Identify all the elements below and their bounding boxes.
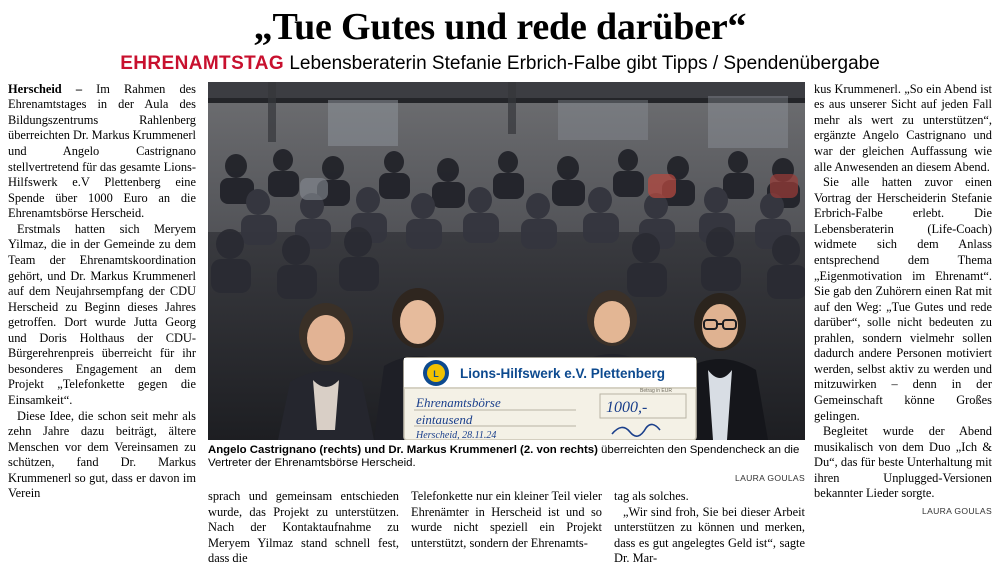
article-byline: LAURA GOULAS bbox=[922, 505, 992, 516]
paragraph: Sie alle hatten zuvor einen Vortrag der Herscheiderin Stefanie Erbrich-Falbe erlebt. Die Lebensberaterin (Life-Coach) widmete sich dem Anlass entsprechend dem Thema „Eigenmotivation im Ehrenamt“. Sie gab den Zuhörern einen Rat mit auf den Weg: „Tue Gutes und rede darüber“, solle nicht bedeuten zu prahlen, sondern vielmehr sollen dadurch andere Personen motiviert werden, selbst aktiv zu werden und mitzuwirken – denn in der Gemeinschaft könne Großes gelingen. bbox=[814, 175, 992, 423]
svg-text:Betrag in EUR: Betrag in EUR bbox=[640, 387, 672, 394]
paragraph: „Wir sind froh, Sie bei dieser Arbeit unterstützen zu können und merken, dass es gut angelegtes Geld ist“, sagte Dr. Mar- bbox=[614, 504, 805, 566]
svg-text:Lions-Hilfswerk e.V. Plettenbe: Lions-Hilfswerk e.V. Plettenberg bbox=[460, 365, 666, 381]
middle-text-columns bbox=[208, 489, 805, 567]
photo-caption bbox=[208, 444, 805, 471]
sub-column-3 bbox=[614, 489, 805, 567]
paragraph: tag als solches. bbox=[614, 488, 689, 503]
column-left bbox=[8, 82, 196, 502]
subheadline bbox=[8, 54, 992, 75]
page-title: „Tue Gutes und rede darüber“ bbox=[253, 6, 747, 48]
paragraph: Telefonkette nur ein kleiner Teil vieler Ehrenämter in Herscheid ist und so wurde nicht speziell ein Projekt unterstützt, sondern der Ehrenamts- bbox=[411, 488, 602, 550]
dateline: Herscheid – bbox=[8, 81, 83, 96]
sub-column-2 bbox=[411, 489, 602, 567]
paragraph-lead bbox=[8, 82, 196, 222]
svg-text:L: L bbox=[433, 368, 439, 379]
section-kicker: EHRENAMTSTAG bbox=[120, 52, 285, 74]
paragraph: kus Krummenerl. „So ein Abend ist es aus unserer Sicht auf jeden Fall mehr als wert zu unterstützen“, ergänzte Angelo Castrignano und war der gleichen Auffassung wie alle Anwesenden an diesem Abend. bbox=[814, 81, 992, 174]
photo-block bbox=[208, 82, 805, 484]
photo-caption-text: überreichten den Spendencheck an die Vertreter der Ehrenamtsbörse Herscheid. bbox=[208, 443, 800, 470]
paragraph: Begleitet wurde der Abend musikalisch von dem Duo „Ich & Du“, das für beste Unterhaltung mit ihren Unplugged-Versionen bekannter Lieder sorgte. bbox=[814, 424, 992, 501]
paragraph-lead-text: Im Rahmen des Ehrenamtstages in der Aula des Bildungszentrums Rahlenberg überreichten Dr. Markus Krummenerl und Angelo Castrignano stellvertretend für das gesamte Lions-Hilfswerk e.V Plettenberg eine Spende über 1000 Euro an die Ehrenamtsbörse Herscheid. bbox=[8, 81, 196, 221]
paragraph: Diese Idee, die schon seit mehr als zehn Jahre dazu beiträgt, ältere Menschen vor dem Vereinsamen zu schützen, fand Dr. Markus Krummenerl so gut, dass er davon im Verein bbox=[8, 408, 196, 501]
photo-caption-bold: Angelo Castrignano (rechts) und Dr. Markus Krummenerl (2. von rechts) bbox=[208, 443, 598, 456]
paragraph: Erstmals hatten sich Meryem Yilmaz, die in der Gemeinde zu dem Team der Ehrenamtskoordination gehört, und Dr. Markus Krummenerl auf dem Neujahrsempfang der CDU Herscheid zu Beginn dieses Jahres getroffen. Dort wurde Jutta Georg und Doris Holthaus der CDU-Bürgerehrenpreis überreicht für ihr besonderes Engagement an dem Projekt „Telefonkette gegen die Einsamkeit“. bbox=[8, 221, 196, 408]
photo-credit: LAURA GOULAS bbox=[735, 473, 805, 484]
article-body bbox=[8, 82, 992, 572]
sub-column-1 bbox=[208, 489, 399, 567]
svg-text:Herscheid, 28.11.24: Herscheid, 28.11.24 bbox=[416, 429, 497, 440]
svg-text:1000,-: 1000,- bbox=[606, 398, 648, 416]
subheadline-text: Lebensberaterin Stefanie Erbrich-Falbe gibt Tipps / Spendenübergabe bbox=[289, 52, 880, 74]
column-middle bbox=[208, 82, 805, 567]
svg-text:eintausend: eintausend bbox=[416, 411, 473, 427]
column-right bbox=[814, 82, 992, 517]
paragraph: sprach und gemeinsam entschieden wurde, das Projekt zu unterstützen. Nach der Kontaktaufnahme zu Meryem Yilmaz stand schnell fest, dass die bbox=[208, 488, 399, 566]
svg-text:Ehrenamtsbörse: Ehrenamtsbörse bbox=[416, 394, 501, 410]
cheque-handover-photo bbox=[208, 82, 805, 440]
